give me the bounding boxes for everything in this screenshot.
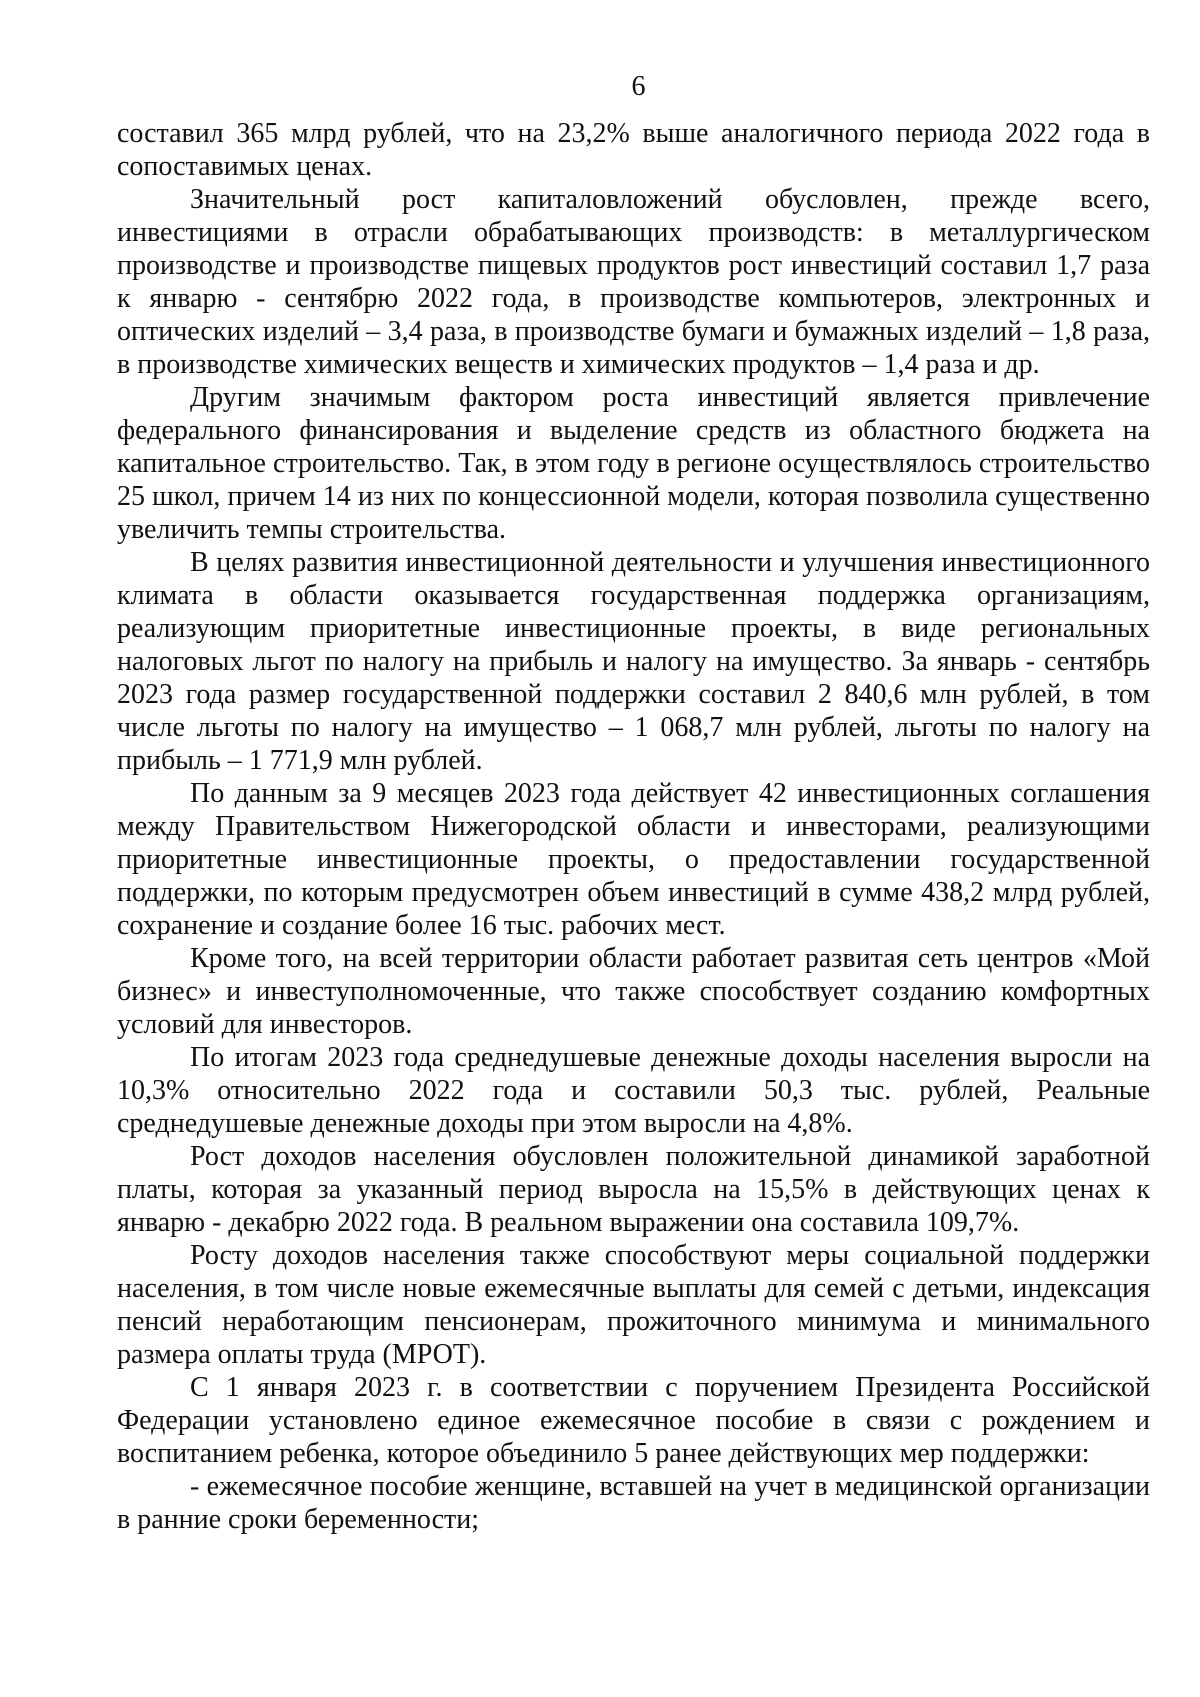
paragraph-investment-total: составил 365 млрд рублей, что на 23,2% выше аналогичного периода 2022 года в сопоставимых ценах. (117, 118, 1150, 182)
paragraph-income-growth: По итогам 2023 года среднедушевые денежные доходы населения выросли на 10,3% относительно 2022 года и составили 50,3 тыс. рублей, Реальные среднедушевые денежные доходы при этом выросли на 4,8%. (117, 1042, 1150, 1139)
page-number: 6 (631, 71, 646, 102)
paragraph-state-support: В целях развития инвестиционной деятельности и улучшения инвестиционного климата в области оказывается государственная поддержка организациям, реализующим приоритетные инвестиционные проекты, в виде региональных налоговых льгот по налогу на прибыль и налогу на имущество. За январь - сентябрь 2023 года размер государственной поддержки составил 2 840,6 млн рублей, в том числе льготы по налогу на имущество – 1 068,7 млн рублей, льготы по налогу на прибыль – 1 771,9 млн рублей. (117, 547, 1150, 776)
paragraph-federal-financing: Другим значимым фактором роста инвестиций является привлечение федерального финансирования и выделение средств из областного бюджета на капитальное строительство. Так, в этом году в регионе осуществлялось строительство 25 школ, причем 14 из них по концессионной модели, которая позволила существенно увеличить темпы строительства. (117, 382, 1150, 545)
paragraph-investment-agreements: По данным за 9 месяцев 2023 года действует 42 инвестиционных соглашения между Правительством Нижегородской области и инвесторами, реализующими приоритетные инвестиционные проекты, о предоставлении государственной поддержки, по которым предусмотрен объем инвестиций в сумме 438,2 млрд рублей, сохранение и создание более 16 тыс. рабочих мест. (117, 778, 1150, 941)
paragraph-business-centers: Кроме того, на всей территории области работает развитая сеть центров «Мой бизнес» и инвеступолномоченные, что также способствует созданию комфортных условий для инвесторов. (117, 943, 1150, 1040)
paragraph-capital-growth: Значительный рост капиталовложений обусловлен, прежде всего, инвестициями в отрасли обрабатывающих производств: в металлургическом производстве и производстве пищевых продуктов рост инвестиций составил 1,7 раза к январю - сентябрю 2022 года, в производстве компьютеров, электронных и оптических изделий – 3,4 раза, в производстве бумаги и бумажных изделий – 1,8 раза, в производстве химических веществ и химических продуктов – 1,4 раза и др. (117, 184, 1150, 380)
paragraph-wages: Рост доходов населения обусловлен положительной динамикой заработной платы, которая за указанный период выросла на 15,5% в действующих ценах к январю - декабрю 2022 года. В реальном выражении она составила 109,7%. (117, 1141, 1150, 1238)
paragraph-social-support: Росту доходов населения также способствуют меры социальной поддержки населения, в том числе новые ежемесячные выплаты для семей с детьми, индексация пенсий неработающим пенсионерам, прожиточного минимума и минимального размера оплаты труда (МРОТ). (117, 1240, 1150, 1370)
paragraph-unified-allowance: С 1 января 2023 г. в соответствии с поручением Президента Российской Федерации установлено единое ежемесячное пособие в связи с рождением и воспитанием ребенка, которое объединило 5 ранее действующих мер поддержки: (117, 1372, 1150, 1469)
list-item-pregnancy-allowance: - ежемесячное пособие женщине, вставшей на учет в медицинской организации в ранние сроки беременности; (117, 1471, 1150, 1535)
